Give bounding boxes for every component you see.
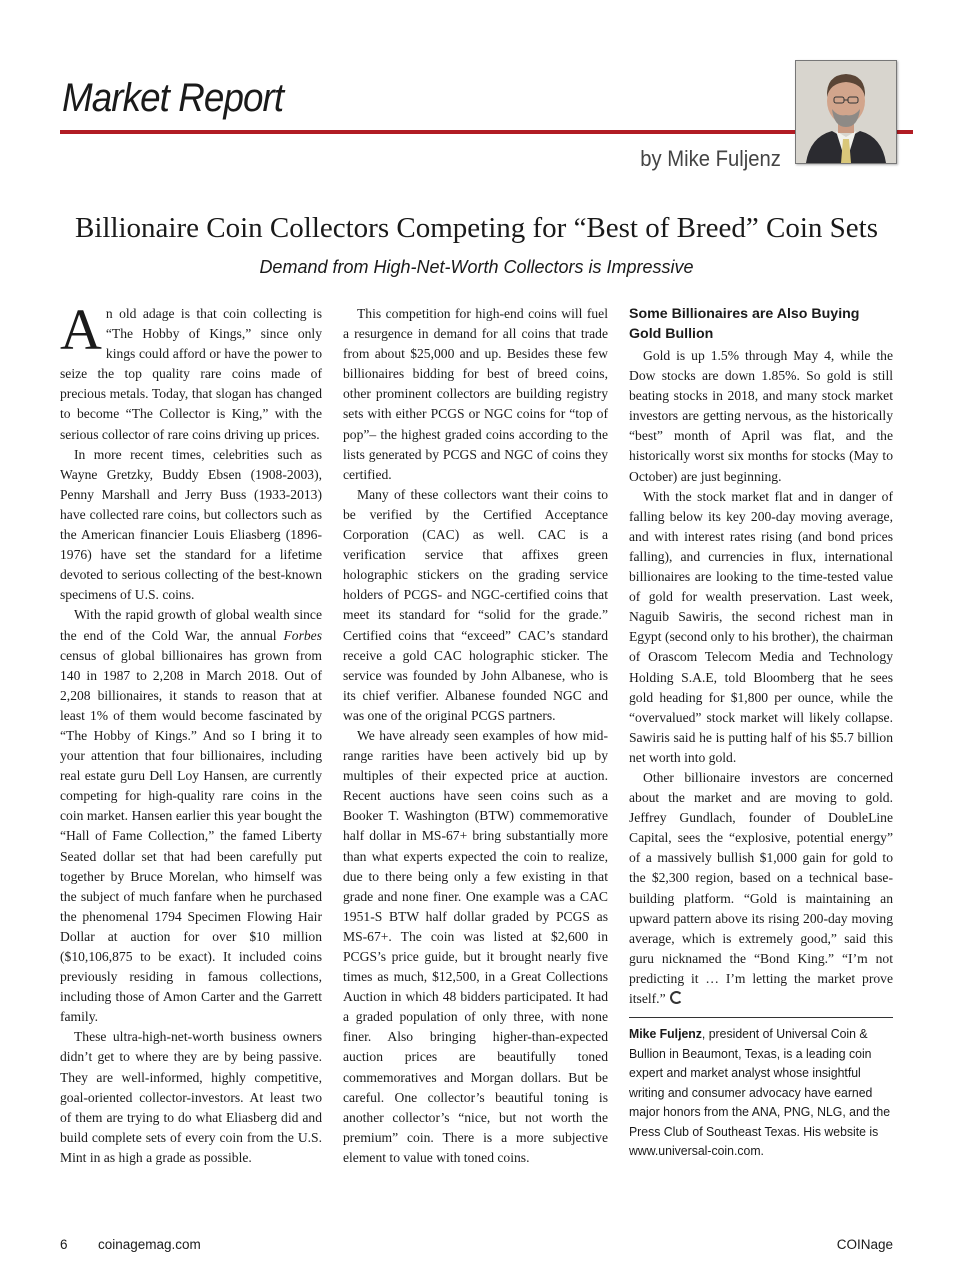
footer-website: coinagemag.com <box>98 1237 201 1252</box>
header-rule <box>60 130 913 134</box>
article-headline: Billionaire Coin Collectors Competing for “Best of Breed” Coin Sets <box>74 212 879 244</box>
paragraph: This competition for high-end coins will fuel a resurgence in demand for all coins that trade from about $25,000 and up. Besides these few billionaires bidding for best of breed coins, other prominent collectors are building registry sets with either PCGS or NGC coins for “top of pop”– the highest graded coins according to the lists generated by PCGS and NGC of coins they certified. <box>343 306 608 482</box>
paragraph: With the stock market flat and in danger of falling below its key 200-day moving average, and with interest rates rising (and bond prices falling), and currencies in flux, international billionaires are looking to the time-tested value of gold for wealth preservation. Last week, Naguib Sawiris, the second richest man in Egypt (second only to his brother), the chairman of Orascom Telecom Media and Technology Holding S.A.E, told Bloomberg that he sees gold heading for $1,800 per ounce, while the “overvalued” stock market will likely collapse. Sawiris said he is putting half of his $5.7 billion net worth into gold. <box>629 488 893 765</box>
paragraph: With the rapid growth of global wealth since the end of the Cold War, the annual Forbes census of global billionaires has grown from 140 in 1987 to 2,208 in March 2018. Out of 2,208 billionaires, it stands to reason that at least 1% of them would become fascinated by “The Hobby of Kings.” And so I bring it to your attention that four billionaires, including real estate guru Dell Loy Hansen, are currently competing for high-quality rare coins in the coin market. Hansen earlier this year bought the “Hall of Fame Collection,” the famed Liberty Seated dollar set that had been carefully put together by Bruce Morelan, who himself was the subject of much fanfare when he purchased the phenomenal 1794 Specimen Flowing Hair Dollar at auction for over $10 million ($10,106,875 to be exact). It included coins previously residing in famous collections, including those of Amon Carter and the Garrett family. <box>60 607 322 1025</box>
section-title: Market Report <box>62 76 284 120</box>
article-column-2 <box>343 304 608 1168</box>
article-subheadline: Demand from High-Net-Worth Collectors is Impressive <box>259 257 694 277</box>
paragraph: These ultra-high-net-worth business owners didn’t get to where they are by being passive. They are well-informed, highly competitive, goal-oriented collector-investors. At least two of them are trying to do what Eliasberg did and build complete sets of every coin from the U.S. Mint in as high a grade as possible. <box>60 1029 322 1165</box>
end-mark-icon <box>670 991 683 1004</box>
bio-name: Mike Fuljenz <box>629 1026 702 1042</box>
bio-text: , president of Universal Coin & Bullion in Beaumont, Texas, is a leading coin expert and market analyst whose insightful writing and consumer advocacy have earned major honors from the ANA, PNG, NLG, and the Press Club of Southeast Texas. His website is www.universal-coin.com. <box>629 1026 891 1159</box>
author-portrait <box>795 60 897 164</box>
author-bio <box>629 1024 893 1161</box>
page-number: 6 <box>60 1237 68 1252</box>
paragraph: An old adage is that coin collecting is “The Hobby of Kings,” since only kings could afford or have the power to seize the top quality rare coins made of precious metals. Today, that slogan has changed to become “The Collector is King,” with the serious collector of rare coins driving up prices. <box>60 297 322 442</box>
article-column-3 <box>629 304 893 1161</box>
paragraph: We have already seen examples of how mid-range rarities have been actively bid up by multiples of their expected price at auction. Recent auctions have seen coins such as a Booker T. Washington (BTW) commemorative half dollar in MS-67+ bring substantially more than what experts expected the coin to realize, due to there being only a few existing in that grade and none finer. One example was a CAC 1951-S BTW half dollar graded by PCGS as MS-67+. The coin was listed at $2,600 in PCGS’s price guide, but it brought nearly five times as much, $12,500, in a Great Collections Auction in which 48 bidders participated. It had a graded population of only three, with none finer. Also bringing higher-than-expected auction prices are beautifully toned commemoratives and Morgan dollars. But be careful. One collector’s beautiful toning is another collector’s “nice, but not worth the premium” coin. There is a more subjective element to value with toned coins. <box>343 727 608 1165</box>
paragraph: Many of these collectors want their coins to be verified by the Certified Acceptance Corporation (CAC) as well. CAC is a verification service that affixes green holographic stickers on the grading service holders of PCGS- and NGC-certified coins that meet its standard for “solid for the grade.” Certified coins that “exceed” CAC’s standard receive a gold CAC holographic sticker. The service was founded by John Albanese, who is its chief verifier. Albanese founded NGC and was one of the original PCGS partners. <box>343 486 608 723</box>
publication-name: Forbes <box>283 627 322 643</box>
drop-cap: A <box>60 297 102 362</box>
paragraph: Other billionaire investors are concerned about the market and are moving to gold. Jeffrey Gundlach, founder of DoubleLine Capital, sees the “explosive, potential energy” of a massively bullish $1,000 gain for gold to the $2,300 region, based on a technical base-building platform. “Gold is maintaining an upward pattern above its rising 200-day moving average, which is extremely good,” said this guru nicknamed the “Bond King.” “I’m not predicting it … I’m letting the market prove itself.” <box>629 769 893 1006</box>
footer-magazine-name: COINage <box>836 1237 893 1252</box>
article-column-1 <box>60 297 322 1168</box>
paragraph: In more recent times, celebrities such as Wayne Gretzky, Buddy Ebsen (1908-2003), Penny Marshall and Jerry Buss (1933-2013) have collected rare coins, but collectors such as the American financier Louis Eliasberg (1896-1976) have set the standard for a lifetime devoted to serious collecting of the best-known specimens of U.S. coins. <box>60 446 322 603</box>
bio-divider <box>629 1017 893 1018</box>
section-heading: Some Billionaires are Also Buying Gold Bullion <box>629 306 860 342</box>
author-portrait-icon <box>796 61 896 163</box>
byline: by Mike Fuljenz <box>640 146 781 171</box>
paragraph: Gold is up 1.5% through May 4, while the Dow stocks are down 1.85%. So gold is still beating stocks in 2018, and many stock market investors are getting nervous, as the historically “best” month of April was flat, and the historically worst six months for stocks (May to October) are just beginning. <box>629 348 893 484</box>
